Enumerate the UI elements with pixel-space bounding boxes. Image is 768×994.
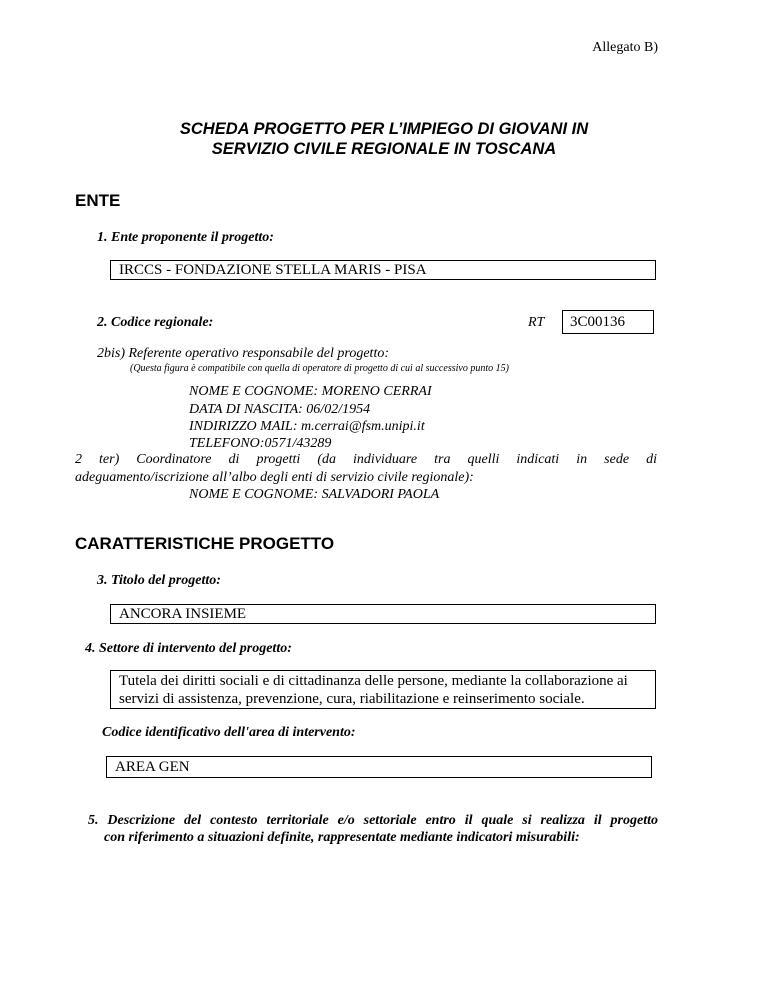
section-heading-caratteristiche: CARATTERISTICHE PROGETTO [75,534,335,553]
q2-label: 2. Codice regionale: [97,315,214,330]
q1-label: 1. Ente proponente il progetto: [97,230,274,245]
q2-value: 3C00136 [570,314,626,330]
q3-value-field [110,604,656,624]
q2ter-line-2: adeguamento/iscrizione all’albo degli enti di servizio civile regionale): [75,470,474,485]
document-title-line-1: SCHEDA PROGETTO PER L’IMPIEGO DI GIOVANI IN [179,120,589,138]
q2bis-email: INDIRIZZO MAIL: m.cerrai@fsm.unipi.it [189,419,425,434]
q5-line-1: 5. Descrizione del contesto territoriale e/o settoriale entro il quale si realizza il progetto [88,813,658,828]
q2bis-name: NOME E COGNOME: MORENO CERRAI [189,384,432,399]
q2-label-row [97,315,213,331]
area-code-value-field [106,756,652,778]
area-code-value: AREA GEN [115,759,190,775]
q2-value-field [562,310,654,334]
annex-label: Allegato B) [592,40,658,55]
q4-value-line-1: Tutela dei diritti sociali e di cittadinanza delle persone, mediante la collaborazione ai [119,673,628,689]
q1-value-field [110,260,656,280]
q2-prefix: RT [528,315,545,330]
area-code-label: Codice identificativo dell'area di intervento: [102,725,356,740]
q2bis-label: 2bis) Referente operativo responsabile del progetto: [97,346,389,361]
q4-value-line-2: servizi di assistenza, prevenzione, cura, riabilitazione e reinserimento sociale. [119,691,585,707]
q2bis-birth: DATA DI NASCITA: 06/02/1954 [189,402,371,417]
q4-label: 4. Settore di intervento del progetto: [85,641,292,656]
document-title-line-2: SERVIZIO CIVILE REGIONALE IN TOSCANA [211,140,557,158]
q2ter-name: NOME E COGNOME: SALVADORI PAOLA [189,487,440,502]
q4-value-field [110,670,656,709]
q1-value: IRCCS - FONDAZIONE STELLA MARIS - PISA [119,262,427,278]
section-heading-ente: ENTE [75,191,121,210]
q3-value: ANCORA INSIEME [119,606,247,622]
q2bis-note: (Questa figura è compatibile con quella di operatore di progetto di cui al successivo punto 15) [130,363,509,374]
q2bis-phone: TELEFONO:0571/43289 [189,436,332,451]
q2ter-line-1: 2 ter) Coordinatore di progetti (da individuare tra quelli indicati in sede di [75,452,657,467]
q5-line-2: con riferimento a situazioni definite, rappresentate mediante indicatori misurabili: [104,830,580,845]
q3-label: 3. Titolo del progetto: [97,573,221,588]
